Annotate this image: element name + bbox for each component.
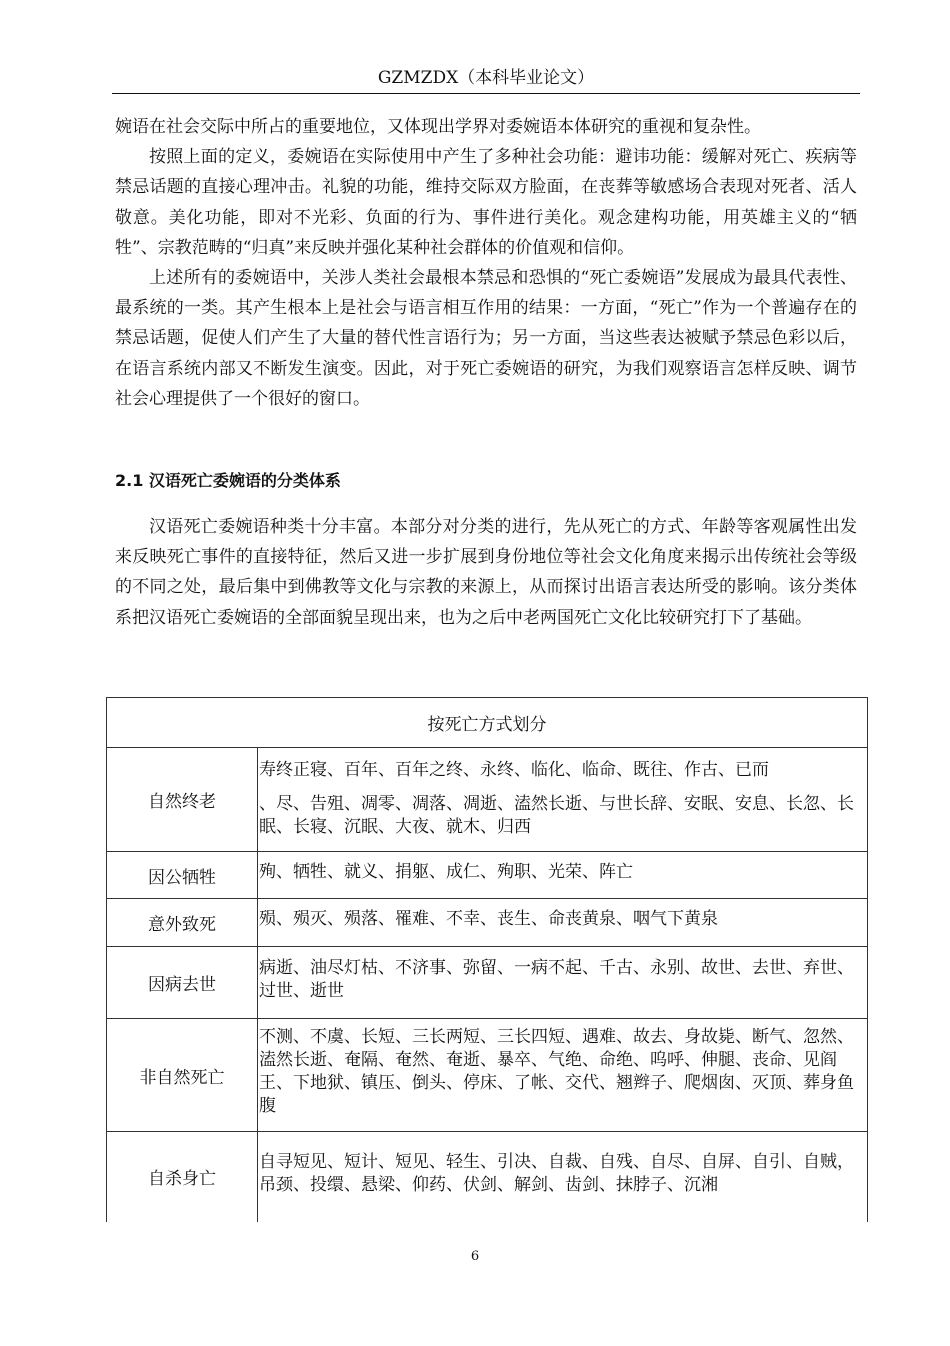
table-header-row [107,698,868,748]
items-cell: 殉、牺牲、就义、捐躯、成仁、殉职、光荣、阵亡 [258,852,868,899]
body-text [115,112,857,414]
category-cell: 意外致死 [107,899,258,947]
section-text [115,512,857,633]
paragraph: 汉语死亡委婉语种类十分丰富。本部分对分类的进行，先从死亡的方式、年龄等客观属性出发来反映死亡事件的直接特征，然后又进一步扩展到身份地位等社会文化角度来揭示出传统社会等级的不同之处，最后集中到佛教等文化与宗教的来源上，从而探讨出语言表达所受的影响。该分类体系把汉语死亡委婉语的全部面貌呈现出来，也为之后中老两国死亡文化比较研究打下了基础。 [115,517,857,628]
table-row [107,852,868,899]
classification-table [106,697,868,1222]
category-cell: 非自然死亡 [107,1019,258,1132]
page-number: 6 [470,1249,480,1264]
category-cell: 自杀身亡 [107,1132,258,1222]
table-row [107,899,868,947]
table-row [107,947,868,1019]
items-cell: 殒、殒灭、殒落、罹难、不幸、丧生、命丧黄泉、咽气下黄泉 [258,899,868,947]
items-cell: 病逝、油尽灯枯、不济事、弥留、一病不起、千古、永别、故世、去世、弃世、过世、逝世 [258,947,868,1019]
category-cell: 因公牺牲 [107,852,258,899]
items-cell: 自寻短见、短计、短见、轻生、引决、自裁、自残、自尽、自屏、自引、自贼，吊颈、投缳、悬梁、仰药、伏剑、解剑、齿剑、抹脖子、沉湘 [258,1132,868,1222]
paragraph: 婉语在社会交际中所占的重要地位，又体现出学界对委婉语本体研究的重视和复杂性。 [115,117,761,137]
category-cell: 自然终老 [107,748,258,852]
table-row [107,1132,868,1222]
category-cell: 因病去世 [107,947,258,1019]
items-cell [258,748,868,852]
table-row [107,1019,868,1132]
paragraph: 按照上面的定义，委婉语在实际使用中产生了多种社会功能：避讳功能：缓解对死亡、疾病等禁忌话题的直接心理冲击。礼貌的功能，维持交际双方脸面，在丧葬等敏感场合表现对死者、活人敬意。美化功能，即对不光彩、负面的行为、事件进行美化。观念建构功能，用英雄主义的“牺牲”、宗教范畴的“归真”来反映并强化某种社会群体的价值观和信仰。 [115,147,857,258]
running-header: GZMZDX（本科毕业论文） [377,68,595,88]
table-title: 按死亡方式划分 [107,698,868,748]
paragraph: 上述所有的委婉语中，关涉人类社会最根本禁忌和恐惧的“死亡委婉语”发展成为最具代表性、最系统的一类。其产生根本上是社会与语言相互作用的结果：一方面，“死亡”作为一个普遍存在的禁忌话题，促使人们产生了大量的替代性言语行为；另一方面，当这些表达被赋予禁忌色彩以后，在语言系统内部又不断发生演变。因此，对于死亡委婉语的研究，为我们观察语言怎样反映、调节社会心理提供了一个很好的窗口。 [115,268,857,409]
items-cell: 不测、不虞、长短、三长两短、三长四短、遇难、故去、身故毙、断气、忽然、溘然长逝、奄隔、奄然、奄逝、暴卒、气绝、命绝、呜呼、伸腿、丧命、见阎王、下地狱、镇压、倒头、停床、了帐、交代、翘辫子、爬烟囱、灭顶、葬身鱼腹 [258,1019,868,1132]
section-heading: 2.1 汉语死亡委婉语的分类体系 [115,471,341,490]
items-line: 寿终正寝、百年、百年之终、永终、临化、临命、既往、作古、已而 [259,759,769,780]
table-row [107,748,868,852]
header-rule [112,93,860,94]
items-line: 、尽、告殂、凋零、凋落、凋逝、溘然长逝、与世长辞、安眠、安息、长忽、长眠、长寝、沉眠、大夜、就木、归西 [259,793,854,837]
